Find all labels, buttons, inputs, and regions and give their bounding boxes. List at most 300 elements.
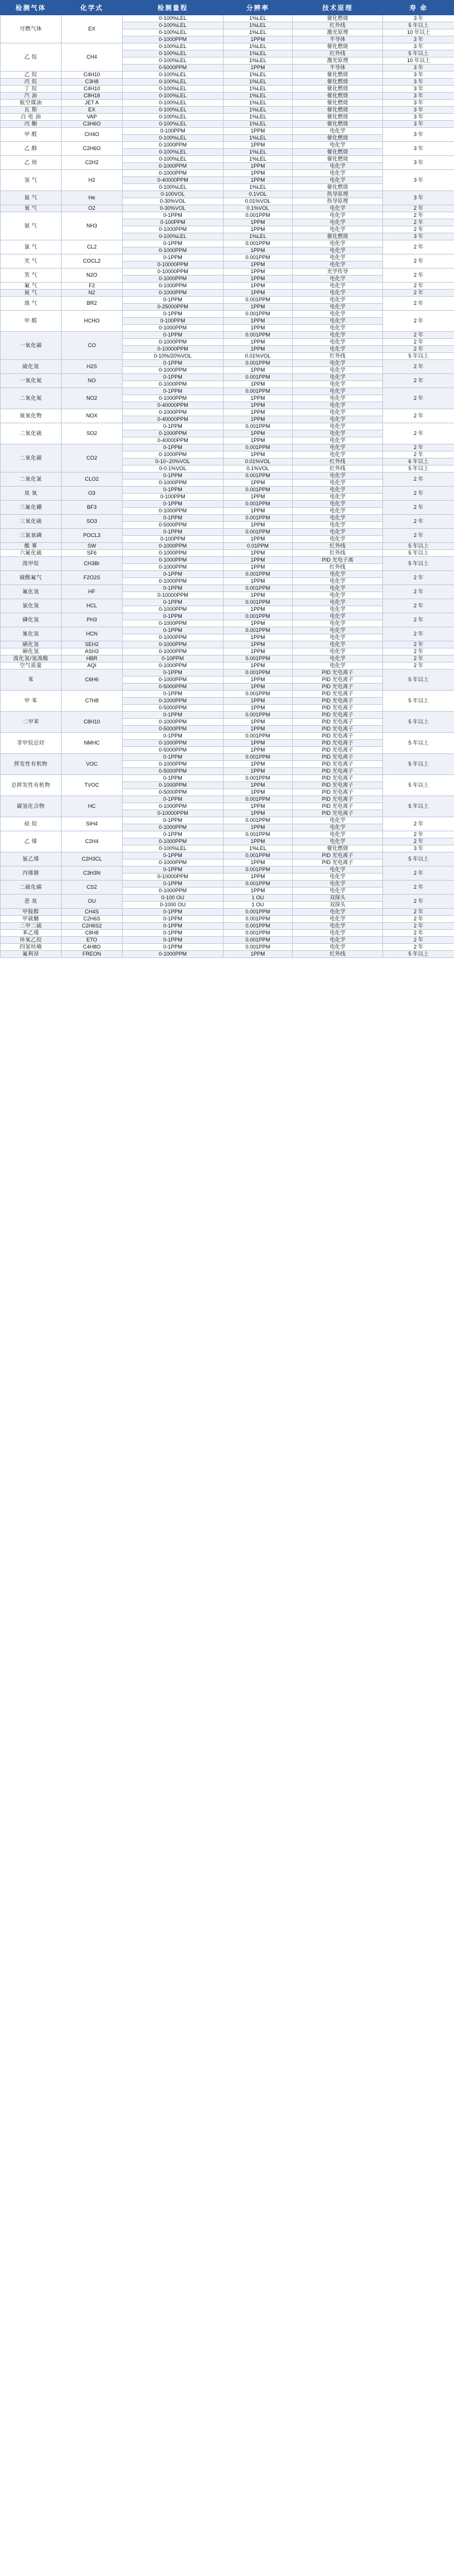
cell-range: 0-1000PPM [123, 367, 223, 374]
table-row [1, 501, 454, 508]
cell-resolution: 1%LEL [223, 845, 293, 852]
cell-gas-name: 三氧化硫 [1, 515, 62, 529]
table-row [1, 515, 454, 522]
cell-life: 3 年 [383, 107, 454, 114]
cell-range: 0-100%LEL [123, 22, 223, 29]
cell-range: 0-1PPM [123, 796, 223, 803]
cell-formula: TVOC [62, 775, 123, 796]
cell-resolution: 0.1%VOL [223, 205, 293, 212]
cell-range: 0-1PPM [123, 852, 223, 859]
cell-life: 2 年 [383, 515, 454, 529]
cell-formula: VAP [62, 114, 123, 121]
cell-resolution: 1PPM [223, 451, 293, 458]
cell-resolution: 1%LEL [223, 43, 293, 50]
cell-technology: 双探头 [293, 902, 383, 909]
cell-range: 0-100VOL [123, 191, 223, 198]
cell-technology: 电化学 [293, 930, 383, 937]
cell-technology: 电化学 [293, 480, 383, 487]
cell-range: 0-100 OU [123, 895, 223, 902]
cell-formula: C4H8O [62, 944, 123, 951]
cell-resolution: 0.001PPM [223, 613, 293, 620]
cell-life: 2 年 [383, 641, 454, 648]
cell-resolution: 0.001PPM [223, 388, 293, 395]
cell-range: 0-1000PPM [123, 276, 223, 283]
cell-technology: PID 光电离子 [293, 705, 383, 712]
cell-range: 0-100%LEL [123, 149, 223, 156]
cell-gas-name: 光 气 [1, 254, 62, 269]
table-row [1, 916, 454, 923]
cell-technology: PID 光电离子 [293, 796, 383, 803]
cell-resolution: 0.001PPM [223, 473, 293, 480]
cell-formula: C8H10 [62, 712, 123, 733]
cell-technology: 电化学 [293, 247, 383, 254]
cell-range: 0-40000PPM [123, 437, 223, 444]
cell-formula: CH4 [62, 43, 123, 72]
cell-gas-name: 氮氧化物 [1, 409, 62, 423]
cell-resolution: 0.001PPM [223, 374, 293, 381]
cell-resolution: 1PPM [223, 163, 293, 170]
cell-range: 0-1PPM [123, 571, 223, 578]
table-row [1, 648, 454, 655]
cell-resolution: 1PPM [223, 36, 293, 43]
cell-range: 0-1000PPM [123, 824, 223, 831]
cell-technology: 电化学 [293, 508, 383, 515]
cell-range: 0-40000PPM [123, 402, 223, 409]
table-row [1, 332, 454, 339]
cell-resolution: 1%LEL [223, 57, 293, 64]
cell-life: 3 年 [383, 64, 454, 72]
cell-resolution: 1PPM [223, 550, 293, 557]
cell-range: 0-1000PPM [123, 641, 223, 648]
cell-technology: 电化学 [293, 395, 383, 402]
cell-formula: COCL2 [62, 254, 123, 269]
cell-resolution: 1PPM [223, 402, 293, 409]
cell-formula: He [62, 191, 123, 205]
table-row [1, 473, 454, 480]
cell-resolution: 0.001PPM [223, 423, 293, 430]
cell-formula: NO [62, 374, 123, 388]
cell-technology: 热导原理 [293, 191, 383, 198]
cell-resolution: 1PPM [223, 508, 293, 515]
cell-formula: POCL3 [62, 529, 123, 543]
table-row [1, 852, 454, 859]
table-row [1, 585, 454, 592]
cell-technology: 电化学 [293, 599, 383, 606]
cell-resolution: 1PPM [223, 367, 293, 374]
table-row [1, 529, 454, 536]
header-life: 寿 命 [383, 1, 454, 15]
cell-range: 0-1000PPM [123, 564, 223, 571]
cell-life: 3 年 [383, 121, 454, 128]
cell-range: 0-5000PPM [123, 64, 223, 72]
cell-formula: AQI [62, 662, 123, 670]
table-row [1, 409, 454, 416]
cell-gas-name: 环氧乙烷 [1, 937, 62, 944]
cell-gas-name: 汽 油 [1, 93, 62, 100]
cell-life: 5 年以上 [383, 691, 454, 712]
cell-range: 0-5000PPM [123, 522, 223, 529]
cell-technology: 催化燃烧 [293, 121, 383, 128]
cell-gas-name: 可燃气体 [1, 15, 62, 43]
cell-gas-name: 磷化氢 [1, 613, 62, 627]
cell-life: 3 年 [383, 86, 454, 93]
cell-technology: 电化学 [293, 367, 383, 374]
cell-life: 2 年 [383, 409, 454, 423]
cell-technology: 电化学 [293, 522, 383, 529]
cell-formula: SW [62, 543, 123, 550]
cell-formula: CO2 [62, 444, 123, 473]
cell-technology: 电化学 [293, 627, 383, 634]
cell-formula: CH4O [62, 128, 123, 142]
cell-technology: 催化燃烧 [293, 184, 383, 191]
cell-life: 2 年 [383, 831, 454, 838]
cell-range: 0-1PPM [123, 473, 223, 480]
cell-formula: O3 [62, 487, 123, 501]
cell-range: 0-1000PPM [123, 508, 223, 515]
cell-life: 5 年以上 [383, 712, 454, 733]
cell-resolution: 0.01PPM [223, 543, 293, 550]
table-row [1, 423, 454, 430]
cell-life: 3 年 [383, 15, 454, 22]
cell-range: 0-1000PPM [123, 163, 223, 170]
cell-resolution: 0.001PPM [223, 923, 293, 930]
cell-life: 2 年 [383, 895, 454, 909]
cell-technology: 电化学 [293, 325, 383, 332]
cell-range: 0-1000PPM [123, 634, 223, 641]
cell-resolution: 1PPM [223, 269, 293, 276]
cell-technology: 电化学 [293, 423, 383, 430]
cell-life: 3 年 [383, 72, 454, 79]
cell-life: 2 年 [383, 930, 454, 937]
cell-technology: 电化学 [293, 290, 383, 297]
cell-life: 2 年 [383, 613, 454, 627]
cell-resolution: 1 OU [223, 902, 293, 909]
cell-range: 0-1PPM [123, 923, 223, 930]
cell-resolution: 0.001PPM [223, 627, 293, 634]
cell-resolution: 1PPM [223, 951, 293, 958]
table-row [1, 951, 454, 958]
cell-formula: SEH2 [62, 641, 123, 648]
cell-range: 0-1000PPM [123, 648, 223, 655]
cell-resolution: 0.001PPM [223, 444, 293, 451]
table-row [1, 121, 454, 128]
cell-resolution: 1PPM [223, 803, 293, 810]
table-row [1, 775, 454, 782]
cell-gas-name: 苯乙烯 [1, 930, 62, 937]
cell-technology: PID 光电离子 [293, 782, 383, 789]
cell-technology: 电化学 [293, 937, 383, 944]
cell-resolution: 0.1VOL [223, 191, 293, 198]
cell-resolution: 1PPM [223, 522, 293, 529]
cell-gas-name: 二氧化氮 [1, 388, 62, 409]
cell-resolution: 0.001PPM [223, 733, 293, 740]
cell-resolution: 1PPM [223, 276, 293, 283]
cell-resolution: 0.001PPM [223, 529, 293, 536]
cell-gas-name: 瓦 斯 [1, 107, 62, 114]
cell-resolution: 0.001PPM [223, 944, 293, 951]
cell-range: 0-1PPM [123, 733, 223, 740]
cell-formula: NO2 [62, 388, 123, 409]
cell-resolution: 1%LEL [223, 93, 293, 100]
cell-technology: 电化学 [293, 916, 383, 923]
cell-range: 0-1PPM [123, 909, 223, 916]
cell-range: 0-5000PPM [123, 747, 223, 754]
cell-technology: 电化学 [293, 592, 383, 599]
table-row [1, 107, 454, 114]
cell-technology: PID 光电离子 [293, 726, 383, 733]
cell-life: 10 年以上 [383, 57, 454, 64]
cell-formula: HCHO [62, 311, 123, 332]
cell-gas-name: 甲硫醚 [1, 916, 62, 923]
cell-resolution: 0.001PPM [223, 930, 293, 937]
cell-technology: 电化学 [293, 473, 383, 480]
cell-life: 5 年以上 [383, 550, 454, 557]
cell-resolution: 1%LEL [223, 121, 293, 128]
cell-range: 0-100%LEL [123, 72, 223, 79]
cell-technology: 电化学 [293, 226, 383, 233]
cell-resolution: 1PPM [223, 684, 293, 691]
cell-range: 0-5000PPM [123, 726, 223, 733]
cell-technology: 热导原理 [293, 198, 383, 205]
cell-formula: H2S [62, 360, 123, 374]
cell-gas-name: 氟化氢 [1, 585, 62, 599]
cell-gas-name: 二氧化氯 [1, 473, 62, 487]
cell-technology: PID 光电离子 [293, 810, 383, 817]
cell-range: 0-1PPM [123, 712, 223, 719]
cell-formula: C2H2 [62, 156, 123, 170]
cell-resolution: 1%LEL [223, 233, 293, 240]
cell-life: 5 年以上 [383, 754, 454, 775]
cell-gas-name: 氨 气 [1, 212, 62, 240]
table-row [1, 655, 454, 662]
cell-formula: C2H6S2 [62, 923, 123, 930]
cell-gas-name: 酸 雾 [1, 543, 62, 550]
cell-range: 0-100%LEL [123, 15, 223, 22]
table-row [1, 627, 454, 634]
header-formula: 化学式 [62, 1, 123, 15]
cell-formula: PH3 [62, 613, 123, 627]
cell-resolution: 0.001PPM [223, 866, 293, 874]
cell-range: 0-1PPM [123, 360, 223, 367]
cell-range: 0-100%LEL [123, 184, 223, 191]
cell-technology: 电化学 [293, 261, 383, 269]
cell-range: 0-100PPM [123, 219, 223, 226]
cell-resolution: 1PPM [223, 494, 293, 501]
cell-gas-name: 白 电 油 [1, 114, 62, 121]
cell-range: 0-1000PPM [123, 951, 223, 958]
cell-resolution: 1PPM [223, 480, 293, 487]
cell-life: 2 年 [383, 838, 454, 845]
cell-resolution: 1PPM [223, 768, 293, 775]
cell-resolution: 0.001PPM [223, 831, 293, 838]
cell-resolution: 1PPM [223, 662, 293, 670]
cell-gas-name: 乙 醇 [1, 142, 62, 156]
cell-gas-name: 一氧化氮 [1, 374, 62, 388]
cell-range: 0-1000PPM [123, 782, 223, 789]
cell-technology: 催化燃烧 [293, 156, 383, 163]
cell-formula: CS2 [62, 881, 123, 895]
cell-gas-name: 丙 烷 [1, 79, 62, 86]
table-row [1, 360, 454, 367]
cell-formula: SO3 [62, 515, 123, 529]
cell-resolution: 1PPM [223, 247, 293, 254]
cell-formula: ASH3 [62, 648, 123, 655]
cell-range: 0-10000PPM [123, 269, 223, 276]
cell-technology: 电化学 [293, 170, 383, 177]
cell-gas-name: 乙 炔 [1, 156, 62, 170]
cell-range: 0-100%LEL [123, 156, 223, 163]
cell-life: 2 年 [383, 297, 454, 311]
cell-gas-name: 硅 烷 [1, 817, 62, 831]
cell-technology: 电化学 [293, 254, 383, 261]
cell-technology: 电化学 [293, 205, 383, 212]
cell-technology: 电化学 [293, 304, 383, 311]
cell-technology: 红外线 [293, 951, 383, 958]
cell-range: 0-30%VOL [123, 198, 223, 205]
cell-range: 0-1000PPM [123, 677, 223, 684]
cell-gas-name: 二甲二硫 [1, 923, 62, 930]
cell-range: 0-1PPM [123, 374, 223, 381]
cell-life: 2 年 [383, 374, 454, 388]
cell-formula: C3H6O [62, 121, 123, 128]
cell-range: 0-1PPM [123, 254, 223, 261]
cell-technology: 电化学 [293, 374, 383, 381]
cell-range: 0-100PPM [123, 494, 223, 501]
cell-formula: C8H8 [62, 930, 123, 937]
cell-resolution: 1PPM [223, 592, 293, 599]
cell-technology: 电化学 [293, 881, 383, 888]
cell-formula: N2 [62, 290, 123, 297]
cell-life: 2 年 [383, 283, 454, 290]
cell-gas-name: 总挥发性有机物 [1, 775, 62, 796]
cell-resolution: 1PPM [223, 824, 293, 831]
cell-gas-name: 乙 烷 [1, 43, 62, 72]
cell-technology: 电化学 [293, 128, 383, 135]
cell-life: 5 年以上 [383, 50, 454, 57]
table-row [1, 254, 454, 261]
cell-formula: C6H6 [62, 670, 123, 691]
cell-technology: 电化学 [293, 318, 383, 325]
cell-formula: CH3Br [62, 557, 123, 571]
table-row [1, 374, 454, 381]
cell-range: 0-5000PPM [123, 768, 223, 775]
cell-range: 0-5000PPM [123, 684, 223, 691]
cell-resolution: 1PPM [223, 142, 293, 149]
cell-formula: NOX [62, 409, 123, 423]
cell-technology: PID 光电离子 [293, 852, 383, 859]
cell-gas-name: 氮 气 [1, 290, 62, 297]
table-row [1, 641, 454, 648]
cell-formula: BF3 [62, 501, 123, 515]
table-row [1, 43, 454, 50]
cell-life: 2 年 [383, 599, 454, 613]
cell-formula: C4H10 [62, 72, 123, 79]
cell-formula: NH3 [62, 212, 123, 240]
cell-formula: C2H6O [62, 142, 123, 156]
cell-resolution: 0.001PPM [223, 670, 293, 677]
cell-resolution: 1PPM [223, 747, 293, 754]
cell-life: 2 年 [383, 923, 454, 930]
cell-technology: 电化学 [293, 437, 383, 444]
cell-resolution: 1PPM [223, 761, 293, 768]
table-row [1, 290, 454, 297]
cell-technology: 电化学 [293, 240, 383, 247]
cell-life: 2 年 [383, 290, 454, 297]
cell-life: 5 年以上 [383, 557, 454, 571]
cell-technology: 电化学 [293, 831, 383, 838]
cell-range: 0-100%LEL [123, 845, 223, 852]
cell-range: 0-1PPM [123, 529, 223, 536]
cell-technology: PID 光电离子 [293, 733, 383, 740]
table-row [1, 269, 454, 276]
cell-range: 0-100%LEL [123, 79, 223, 86]
cell-gas-name: 氯化氢 [1, 599, 62, 613]
cell-resolution: 1PPM [223, 290, 293, 297]
cell-technology: 激光原理 [293, 29, 383, 36]
cell-range: 0-100%LEL [123, 93, 223, 100]
cell-technology: PID 光电离子 [293, 768, 383, 775]
table-row [1, 444, 454, 451]
cell-life: 5 年以上 [383, 733, 454, 754]
cell-technology: PID 光电离子 [293, 719, 383, 726]
cell-technology: 电化学 [293, 634, 383, 641]
cell-range: 0-1000PPM [123, 740, 223, 747]
cell-range: 0-1PPM [123, 515, 223, 522]
cell-resolution: 0.001PPM [223, 754, 293, 761]
cell-range: 0-1PPM [123, 388, 223, 395]
cell-technology: 电化学 [293, 578, 383, 585]
cell-technology: 电化学 [293, 585, 383, 592]
cell-technology: PID 光电离子 [293, 754, 383, 761]
cell-formula: C3H3N [62, 866, 123, 881]
cell-technology: 半导体 [293, 36, 383, 43]
cell-resolution: 1PPM [223, 261, 293, 269]
cell-technology: 催化燃烧 [293, 135, 383, 142]
cell-gas-name: 氰化氢 [1, 627, 62, 641]
cell-resolution: 0.001PPM [223, 775, 293, 782]
cell-technology: 电化学 [293, 451, 383, 458]
cell-formula: BR2 [62, 297, 123, 311]
cell-life: 3 年 [383, 100, 454, 107]
cell-range: 0-1PPM [123, 691, 223, 698]
cell-life: 2 年 [383, 269, 454, 283]
table-row [1, 817, 454, 824]
cell-gas-name: 二氧化硫 [1, 423, 62, 444]
cell-range: 0-1PPM [123, 930, 223, 937]
cell-technology: 电化学 [293, 888, 383, 895]
cell-resolution: 0.01%VOL [223, 198, 293, 205]
cell-technology: 电化学 [293, 311, 383, 318]
cell-range: 0-1PPM [123, 627, 223, 634]
cell-gas-name: 溴化氢/氢溴酸 [1, 655, 62, 662]
cell-gas-name: 挥发性有机物 [1, 754, 62, 775]
cell-resolution: 0.001PPM [223, 212, 293, 219]
cell-gas-name: 丙 酮 [1, 121, 62, 128]
cell-range: 0-1000PPM [123, 381, 223, 388]
cell-technology: 催化燃烧 [293, 149, 383, 156]
cell-resolution: 1%LEL [223, 135, 293, 142]
table-row [1, 796, 454, 803]
cell-range: 0-1PPM [123, 487, 223, 494]
cell-life: 2 年 [383, 473, 454, 487]
cell-resolution: 1 OU [223, 895, 293, 902]
cell-life: 5 年以上 [383, 465, 454, 473]
cell-resolution: 1PPM [223, 381, 293, 388]
cell-life: 2 年 [383, 219, 454, 226]
cell-gas-name: 一氧化碳 [1, 332, 62, 360]
cell-range: 0-100%LEL [123, 107, 223, 114]
table-row [1, 866, 454, 874]
